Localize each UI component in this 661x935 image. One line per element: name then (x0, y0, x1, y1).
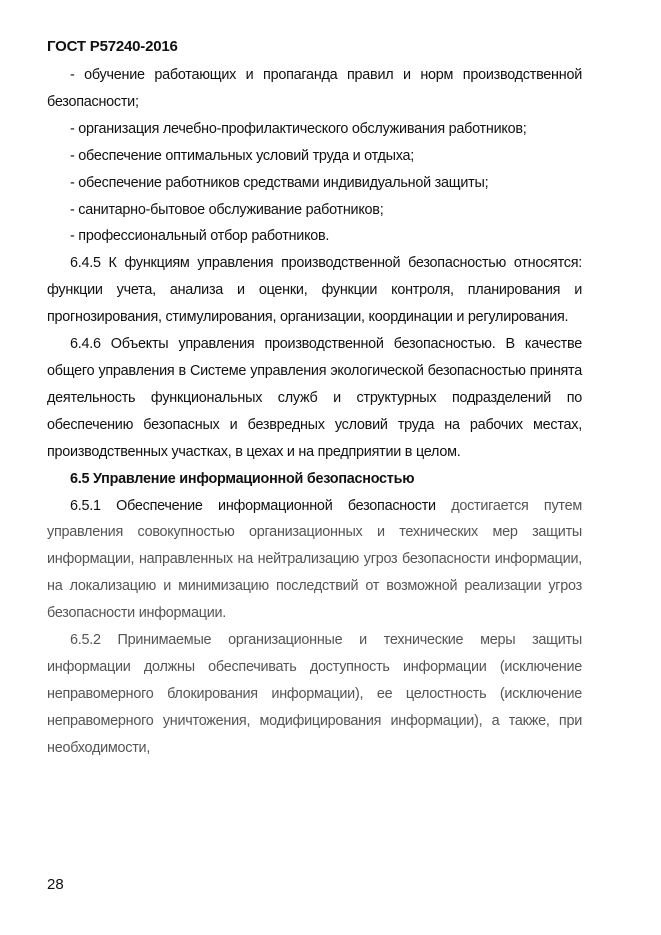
page-number: 28 (47, 876, 64, 893)
clause-6-4-5: 6.4.5 К функциям управления производственной безопасностью относятся: функции учета, анализа и оценки, функции контроля, планирования и прогнозирования, стимулирования, организации, координации и регулирования. (47, 255, 582, 326)
section-heading: 6.5 Управление информационной безопасностью (70, 470, 415, 487)
list-item: - обеспечение оптимальных условий труда и отдыха; (70, 147, 415, 164)
list-item: - обучение работающих и пропаганда правил и норм производственной безопасности; (47, 67, 582, 110)
document-header: ГОСТ Р57240-2016 (47, 38, 178, 55)
clause-6-5-1-rest: достигается путем управления совокупностью организационных и технических мер защиты информации, направленных на нейтрализацию угроз безопасности информации, на локализацию и минимизацию последствий от возможной реализации угроз безопасности информации. (47, 497, 582, 622)
clause-6-5-1-lead: 6.5.1 Обеспечение информационной безопасности (70, 497, 436, 514)
list-item: - организация лечебно-профилактического обслуживания работников; (70, 120, 527, 137)
list-item: - обеспечение работников средствами индивидуальной защиты; (70, 174, 489, 191)
clause-6-4-6: 6.4.6 Объекты управления производственной безопасностью. В качестве общего управления в Системе управления экологической безопасностью принята деятельность функциональных служб и структурных подразделений по обеспечению безопасных и безвредных условий труда на рабочих местах, производственных участках, в цехах и на предприятии в целом. (47, 336, 582, 460)
list-item: - санитарно-бытовое обслуживание работников; (70, 201, 384, 218)
clause-6-5-1 (47, 493, 582, 628)
clause-6-5-2: 6.5.2 Принимаемые организационные и технические меры защиты информации должны обеспечивать доступность информации (исключение неправомерного блокирования информации), ее целостность (исключение неправомерного уничтожения, модифицирования информации), а также, при необходимости, (47, 632, 582, 756)
list-item: - профессиональный отбор работников. (70, 228, 330, 245)
document-body (47, 62, 582, 762)
